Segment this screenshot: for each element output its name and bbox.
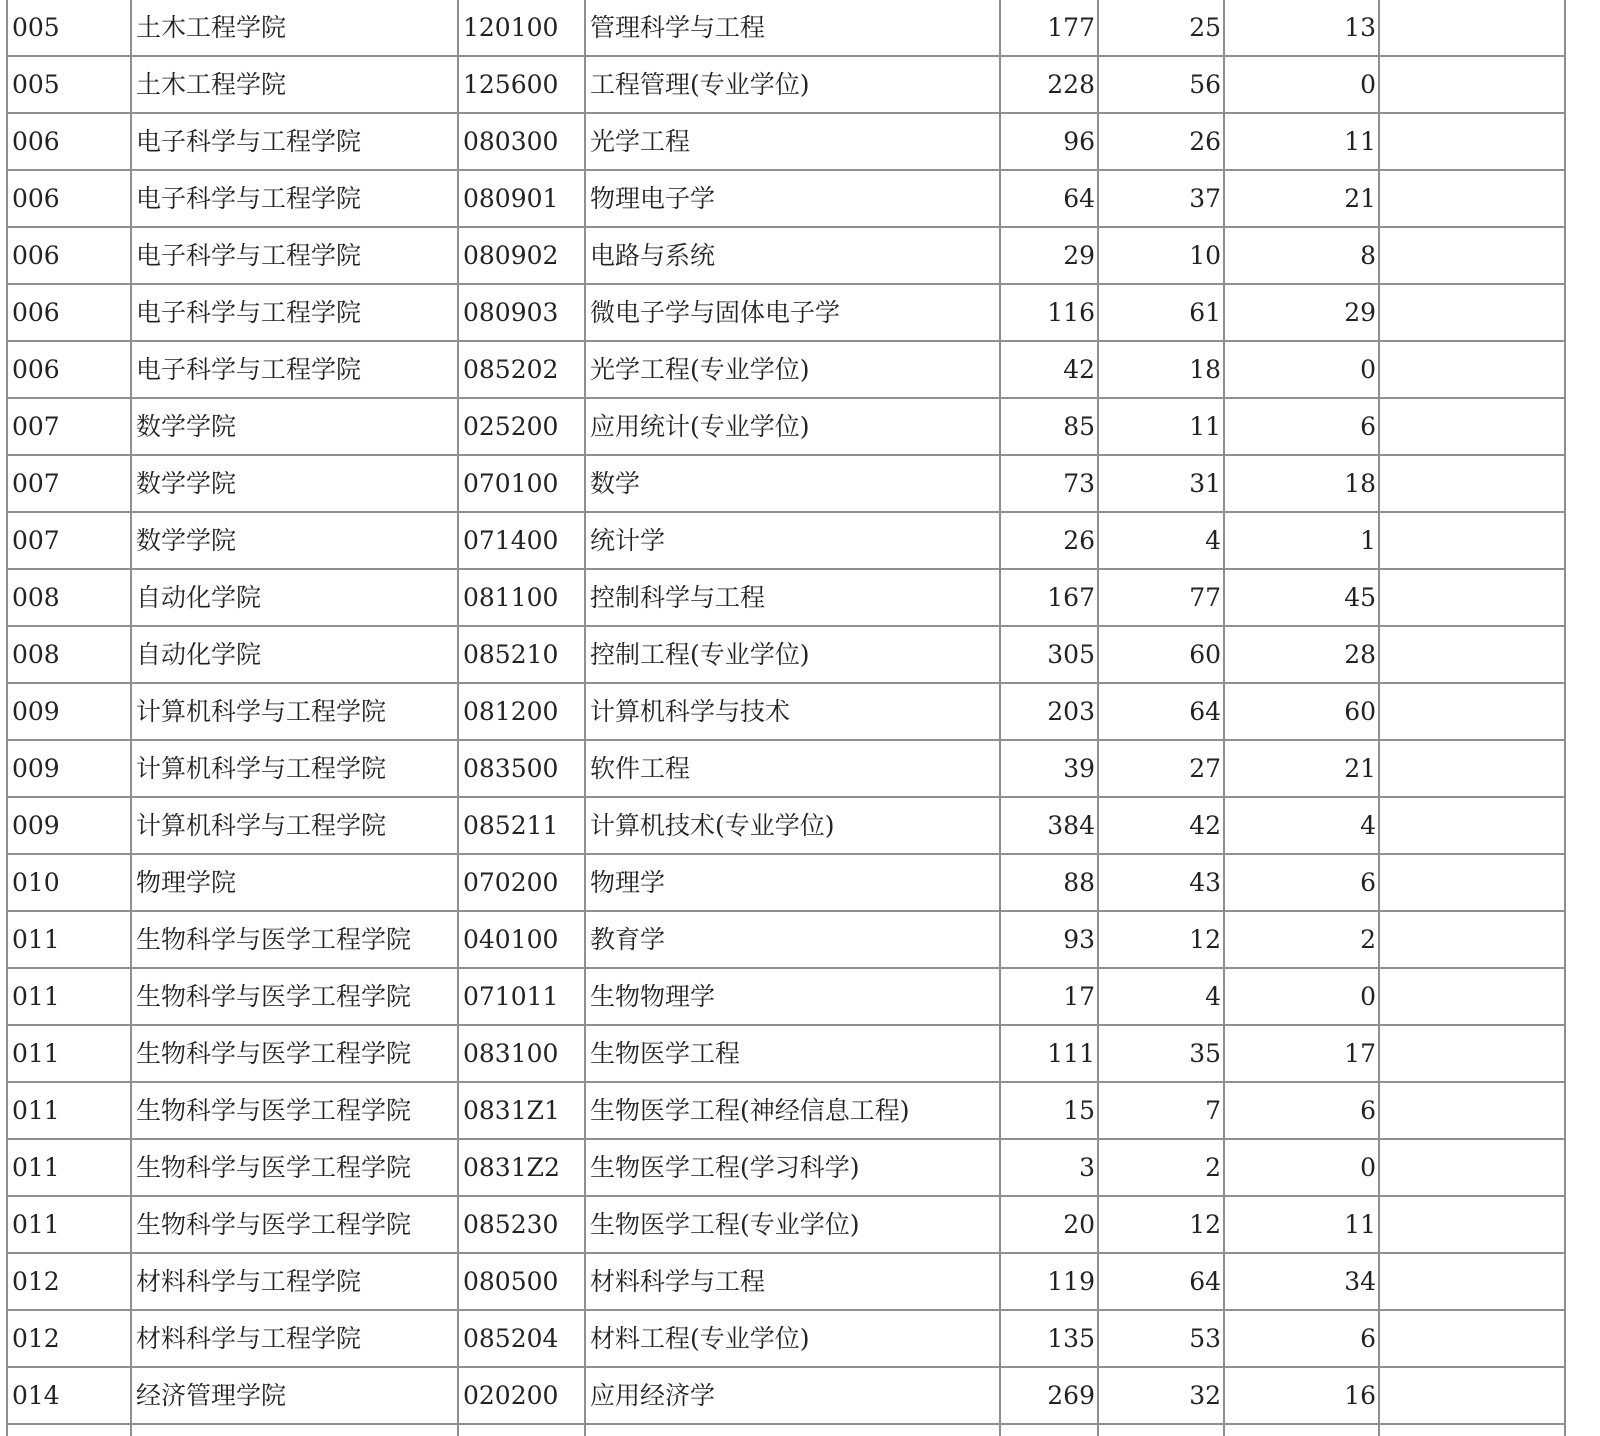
unit-code-cell: 011 — [7, 1196, 131, 1253]
major-code-cell: 080500 — [458, 1253, 585, 1310]
exempt-cell: 13 — [1224, 0, 1379, 56]
major-code-cell: 085210 — [458, 626, 585, 683]
note-cell — [1379, 1310, 1565, 1367]
department-cell: 经济管理学院 — [131, 1367, 458, 1424]
applicants-cell: 26 — [1000, 512, 1098, 569]
table-row — [7, 968, 1565, 1025]
major-code-cell: 025200 — [458, 398, 585, 455]
exempt-cell: 6 — [1224, 1082, 1379, 1139]
admitted-cell: 56 — [1098, 56, 1224, 113]
note-cell — [1379, 683, 1565, 740]
major-code-cell: 125600 — [458, 56, 585, 113]
department-cell: 电子科学与工程学院 — [131, 113, 458, 170]
applicants-cell: 135 — [1000, 1310, 1098, 1367]
applicants-cell: 116 — [1000, 284, 1098, 341]
major-name-cell: 数学 — [585, 455, 1000, 512]
major-code-cell: 070200 — [458, 854, 585, 911]
major-code-cell: 0831Z2 — [458, 1139, 585, 1196]
major-name-cell: 生物医学工程(学习科学) — [585, 1139, 1000, 1196]
table-body — [7, 0, 1565, 1436]
note-cell — [1379, 455, 1565, 512]
note-cell — [1379, 113, 1565, 170]
table-row — [7, 56, 1565, 113]
major-code-cell: 080300 — [458, 113, 585, 170]
exempt-cell: 16 — [1224, 1367, 1379, 1424]
department-cell: 生物科学与医学工程学院 — [131, 1025, 458, 1082]
note-cell — [1379, 1082, 1565, 1139]
admitted-cell: 4 — [1098, 512, 1224, 569]
table-row — [7, 1139, 1565, 1196]
major-code-cell: 070100 — [458, 455, 585, 512]
admitted-cell: 61 — [1098, 284, 1224, 341]
applicants-cell — [1000, 1424, 1098, 1436]
exempt-cell: 0 — [1224, 341, 1379, 398]
applicants-cell: 203 — [1000, 683, 1098, 740]
data-table — [6, 0, 1566, 1436]
exempt-cell: 6 — [1224, 854, 1379, 911]
note-cell — [1379, 1196, 1565, 1253]
department-cell: 生物科学与医学工程学院 — [131, 1139, 458, 1196]
major-name-cell: 工程管理(专业学位) — [585, 56, 1000, 113]
unit-code-cell: 006 — [7, 227, 131, 284]
department-cell: 土木工程学院 — [131, 56, 458, 113]
department-cell: 数学学院 — [131, 512, 458, 569]
department-cell: 材料科学与工程学院 — [131, 1253, 458, 1310]
note-cell — [1379, 1025, 1565, 1082]
major-code-cell: 080903 — [458, 284, 585, 341]
admitted-cell: 7 — [1098, 1082, 1224, 1139]
unit-code-cell: 010 — [7, 854, 131, 911]
department-cell: 生物科学与医学工程学院 — [131, 1196, 458, 1253]
applicants-cell: 42 — [1000, 341, 1098, 398]
admitted-cell: 60 — [1098, 626, 1224, 683]
exempt-cell: 6 — [1224, 1310, 1379, 1367]
major-name-cell: 计算机科学与技术 — [585, 683, 1000, 740]
note-cell — [1379, 569, 1565, 626]
exempt-cell: 34 — [1224, 1253, 1379, 1310]
exempt-cell: 0 — [1224, 968, 1379, 1025]
table-row — [7, 797, 1565, 854]
unit-code-cell: 011 — [7, 1139, 131, 1196]
unit-code-cell: 009 — [7, 797, 131, 854]
unit-code-cell: 011 — [7, 1025, 131, 1082]
unit-code-cell: 005 — [7, 56, 131, 113]
major-name-cell: 生物医学工程(专业学位) — [585, 1196, 1000, 1253]
applicants-cell: 15 — [1000, 1082, 1098, 1139]
table-row — [7, 1253, 1565, 1310]
table-row — [7, 1367, 1565, 1424]
table-row — [7, 740, 1565, 797]
unit-code-cell: 011 — [7, 968, 131, 1025]
exempt-cell: 45 — [1224, 569, 1379, 626]
major-name-cell: 材料科学与工程 — [585, 1253, 1000, 1310]
department-cell — [131, 1424, 458, 1436]
major-name-cell: 应用经济学 — [585, 1367, 1000, 1424]
major-name-cell: 生物物理学 — [585, 968, 1000, 1025]
admitted-cell: 43 — [1098, 854, 1224, 911]
table-row — [7, 512, 1565, 569]
applicants-cell: 93 — [1000, 911, 1098, 968]
major-code-cell: 071400 — [458, 512, 585, 569]
table-row — [7, 911, 1565, 968]
major-code-cell: 085230 — [458, 1196, 585, 1253]
note-cell — [1379, 968, 1565, 1025]
major-name-cell — [585, 1424, 1000, 1436]
note-cell — [1379, 1424, 1565, 1436]
admitted-cell: 31 — [1098, 455, 1224, 512]
unit-code-cell: 007 — [7, 512, 131, 569]
major-name-cell: 物理学 — [585, 854, 1000, 911]
major-name-cell: 控制科学与工程 — [585, 569, 1000, 626]
exempt-cell: 1 — [1224, 512, 1379, 569]
admitted-cell: 18 — [1098, 341, 1224, 398]
applicants-cell: 119 — [1000, 1253, 1098, 1310]
major-code-cell: 080902 — [458, 227, 585, 284]
table-row — [7, 398, 1565, 455]
admitted-cell: 26 — [1098, 113, 1224, 170]
note-cell — [1379, 512, 1565, 569]
unit-code-cell: 006 — [7, 113, 131, 170]
major-code-cell: 083100 — [458, 1025, 585, 1082]
unit-code-cell: 011 — [7, 911, 131, 968]
admitted-cell: 64 — [1098, 1253, 1224, 1310]
admitted-cell: 11 — [1098, 398, 1224, 455]
applicants-cell: 305 — [1000, 626, 1098, 683]
applicants-cell: 177 — [1000, 0, 1098, 56]
exempt-cell: 28 — [1224, 626, 1379, 683]
major-code-cell: 040100 — [458, 911, 585, 968]
department-cell: 计算机科学与工程学院 — [131, 797, 458, 854]
major-code-cell: 085211 — [458, 797, 585, 854]
table-row — [7, 1025, 1565, 1082]
exempt-cell: 11 — [1224, 113, 1379, 170]
applicants-cell: 29 — [1000, 227, 1098, 284]
table-row — [7, 683, 1565, 740]
major-name-cell: 统计学 — [585, 512, 1000, 569]
major-name-cell: 光学工程 — [585, 113, 1000, 170]
major-name-cell: 电路与系统 — [585, 227, 1000, 284]
admitted-cell: 12 — [1098, 911, 1224, 968]
unit-code-cell: 005 — [7, 0, 131, 56]
department-cell: 计算机科学与工程学院 — [131, 683, 458, 740]
department-cell: 电子科学与工程学院 — [131, 170, 458, 227]
table-row-partial — [7, 1424, 1565, 1436]
admitted-cell: 35 — [1098, 1025, 1224, 1082]
exempt-cell — [1224, 1424, 1379, 1436]
major-name-cell: 计算机技术(专业学位) — [585, 797, 1000, 854]
unit-code-cell: 007 — [7, 455, 131, 512]
note-cell — [1379, 740, 1565, 797]
table-row — [7, 0, 1565, 56]
major-name-cell: 光学工程(专业学位) — [585, 341, 1000, 398]
unit-code-cell: 008 — [7, 626, 131, 683]
department-cell: 材料科学与工程学院 — [131, 1310, 458, 1367]
applicants-cell: 85 — [1000, 398, 1098, 455]
table-row — [7, 227, 1565, 284]
applicants-cell: 96 — [1000, 113, 1098, 170]
exempt-cell: 18 — [1224, 455, 1379, 512]
table-row — [7, 626, 1565, 683]
note-cell — [1379, 398, 1565, 455]
applicants-cell: 39 — [1000, 740, 1098, 797]
unit-code-cell: 014 — [7, 1367, 131, 1424]
exempt-cell: 2 — [1224, 911, 1379, 968]
exempt-cell: 0 — [1224, 56, 1379, 113]
note-cell — [1379, 56, 1565, 113]
admitted-cell: 27 — [1098, 740, 1224, 797]
table-row — [7, 113, 1565, 170]
major-code-cell: 071011 — [458, 968, 585, 1025]
table-row — [7, 1196, 1565, 1253]
major-name-cell: 软件工程 — [585, 740, 1000, 797]
unit-code-cell: 012 — [7, 1253, 131, 1310]
exempt-cell: 11 — [1224, 1196, 1379, 1253]
unit-code-cell: 009 — [7, 683, 131, 740]
table-row — [7, 1310, 1565, 1367]
applicants-cell: 167 — [1000, 569, 1098, 626]
major-name-cell: 物理电子学 — [585, 170, 1000, 227]
table-row — [7, 170, 1565, 227]
major-name-cell: 管理科学与工程 — [585, 0, 1000, 56]
admitted-cell: 2 — [1098, 1139, 1224, 1196]
exempt-cell: 29 — [1224, 284, 1379, 341]
department-cell: 生物科学与医学工程学院 — [131, 1082, 458, 1139]
major-code-cell: 081200 — [458, 683, 585, 740]
note-cell — [1379, 227, 1565, 284]
applicants-cell: 228 — [1000, 56, 1098, 113]
admitted-cell: 77 — [1098, 569, 1224, 626]
table-row — [7, 455, 1565, 512]
admitted-cell: 32 — [1098, 1367, 1224, 1424]
unit-code-cell: 011 — [7, 1082, 131, 1139]
exempt-cell: 21 — [1224, 170, 1379, 227]
admitted-cell: 10 — [1098, 227, 1224, 284]
admitted-cell: 37 — [1098, 170, 1224, 227]
table-row — [7, 284, 1565, 341]
note-cell — [1379, 0, 1565, 56]
major-name-cell: 材料工程(专业学位) — [585, 1310, 1000, 1367]
admitted-cell: 42 — [1098, 797, 1224, 854]
department-cell: 数学学院 — [131, 455, 458, 512]
major-code-cell: 020200 — [458, 1367, 585, 1424]
department-cell: 物理学院 — [131, 854, 458, 911]
major-code-cell: 120100 — [458, 0, 585, 56]
department-cell: 计算机科学与工程学院 — [131, 740, 458, 797]
major-code-cell: 083500 — [458, 740, 585, 797]
department-cell: 电子科学与工程学院 — [131, 341, 458, 398]
applicants-cell: 73 — [1000, 455, 1098, 512]
applicants-cell: 269 — [1000, 1367, 1098, 1424]
department-cell: 土木工程学院 — [131, 0, 458, 56]
major-name-cell: 教育学 — [585, 911, 1000, 968]
major-name-cell: 生物医学工程 — [585, 1025, 1000, 1082]
note-cell — [1379, 854, 1565, 911]
table-row — [7, 341, 1565, 398]
major-name-cell: 生物医学工程(神经信息工程) — [585, 1082, 1000, 1139]
exempt-cell: 60 — [1224, 683, 1379, 740]
table-row — [7, 854, 1565, 911]
exempt-cell: 21 — [1224, 740, 1379, 797]
exempt-cell: 6 — [1224, 398, 1379, 455]
department-cell: 生物科学与医学工程学院 — [131, 968, 458, 1025]
applicants-cell: 20 — [1000, 1196, 1098, 1253]
major-name-cell: 应用统计(专业学位) — [585, 398, 1000, 455]
major-code-cell — [458, 1424, 585, 1436]
unit-code-cell: 007 — [7, 398, 131, 455]
note-cell — [1379, 284, 1565, 341]
major-name-cell: 控制工程(专业学位) — [585, 626, 1000, 683]
note-cell — [1379, 626, 1565, 683]
major-code-cell: 0831Z1 — [458, 1082, 585, 1139]
note-cell — [1379, 1139, 1565, 1196]
major-name-cell: 微电子学与固体电子学 — [585, 284, 1000, 341]
applicants-cell: 17 — [1000, 968, 1098, 1025]
exempt-cell: 0 — [1224, 1139, 1379, 1196]
applicants-cell: 64 — [1000, 170, 1098, 227]
applicants-cell: 3 — [1000, 1139, 1098, 1196]
applicants-cell: 384 — [1000, 797, 1098, 854]
department-cell: 数学学院 — [131, 398, 458, 455]
major-code-cell: 085204 — [458, 1310, 585, 1367]
unit-code-cell: 012 — [7, 1310, 131, 1367]
department-cell: 电子科学与工程学院 — [131, 284, 458, 341]
unit-code-cell: 009 — [7, 740, 131, 797]
applicants-cell: 88 — [1000, 854, 1098, 911]
unit-code-cell: 006 — [7, 284, 131, 341]
exempt-cell: 4 — [1224, 797, 1379, 854]
department-cell: 自动化学院 — [131, 626, 458, 683]
unit-code-cell: 006 — [7, 341, 131, 398]
unit-code-cell — [7, 1424, 131, 1436]
major-code-cell: 085202 — [458, 341, 585, 398]
table-row — [7, 569, 1565, 626]
table-row — [7, 1082, 1565, 1139]
admitted-cell: 4 — [1098, 968, 1224, 1025]
major-code-cell: 081100 — [458, 569, 585, 626]
major-code-cell: 080901 — [458, 170, 585, 227]
department-cell: 自动化学院 — [131, 569, 458, 626]
admitted-cell: 25 — [1098, 0, 1224, 56]
note-cell — [1379, 911, 1565, 968]
admitted-cell — [1098, 1424, 1224, 1436]
exempt-cell: 17 — [1224, 1025, 1379, 1082]
department-cell: 电子科学与工程学院 — [131, 227, 458, 284]
note-cell — [1379, 341, 1565, 398]
note-cell — [1379, 1253, 1565, 1310]
note-cell — [1379, 170, 1565, 227]
note-cell — [1379, 1367, 1565, 1424]
admitted-cell: 53 — [1098, 1310, 1224, 1367]
admitted-cell: 64 — [1098, 683, 1224, 740]
unit-code-cell: 008 — [7, 569, 131, 626]
applicants-cell: 111 — [1000, 1025, 1098, 1082]
note-cell — [1379, 797, 1565, 854]
department-cell: 生物科学与医学工程学院 — [131, 911, 458, 968]
admitted-cell: 12 — [1098, 1196, 1224, 1253]
unit-code-cell: 006 — [7, 170, 131, 227]
exempt-cell: 8 — [1224, 227, 1379, 284]
